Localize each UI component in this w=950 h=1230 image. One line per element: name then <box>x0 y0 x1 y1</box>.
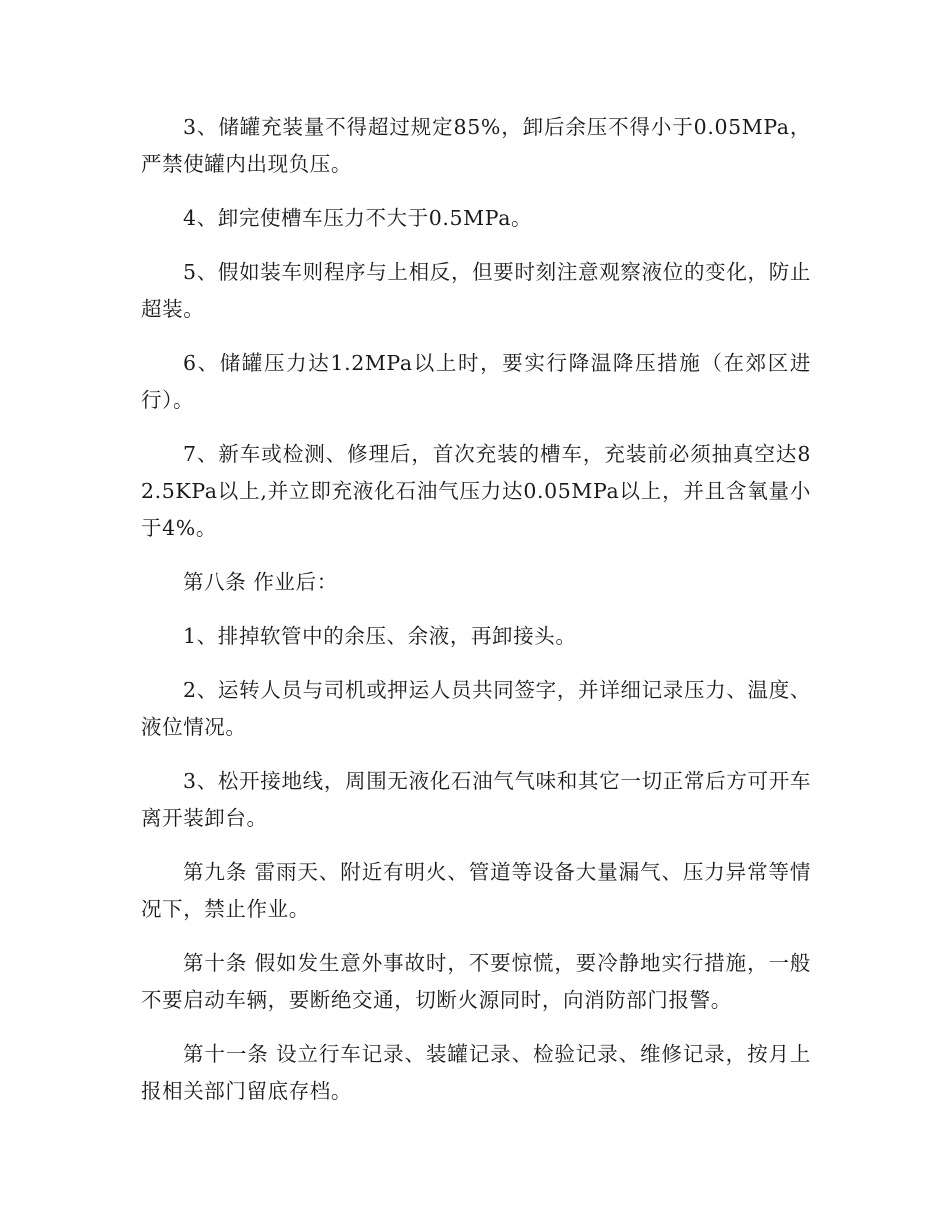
paragraph-item-3-fill-limit: 3、储罐充装量不得超过规定85%，卸后余压不得小于0.05MPa，严禁使罐内出现负压。 <box>141 115 811 176</box>
paragraph-item-5-loading: 5、假如装车则程序与上相反，但要时刻注意观察液位的变化，防止超装。 <box>141 260 811 321</box>
paragraph-item-3-grounding: 3、松开接地线，周围无液化石油气气味和其它一切正常后方可开车离开装卸台。 <box>141 769 811 830</box>
article-8-heading: 第八条 作业后： <box>183 570 338 594</box>
paragraph-item-7-new-vehicle: 7、新车或检测、修理后，首次充装的槽车，充装前必须抽真空达82.5KPa以上,并立即充液化石油气压力达0.05MPa以上，并且含氧量小于4%。 <box>141 442 811 540</box>
document-body <box>141 109 811 1127</box>
paragraph-item-6-tank-pressure: 6、储罐压力达1.2MPa以上时，要实行降温降压措施（在郊区进行）。 <box>141 351 811 412</box>
article-10-paragraph: 第十条 假如发生意外事故时，不要惊慌，要冷静地实行措施，一般不要启动车辆，要断绝交通，切断火源同时，向消防部门报警。 <box>141 951 811 1012</box>
article-9-paragraph: 第九条 雷雨天、附近有明火、管道等设备大量漏气、压力异常等情况下，禁止作业。 <box>141 860 811 921</box>
paragraph-item-2-signature: 2、运转人员与司机或押运人员共同签字，并详细记录压力、温度、液位情况。 <box>141 678 811 739</box>
paragraph-item-4-unload-pressure: 4、卸完使槽车压力不大于0.5MPa。 <box>183 206 533 230</box>
article-11-paragraph: 第十一条 设立行车记录、装罐记录、检验记录、维修记录，按月上报相关部门留底存档。 <box>141 1042 811 1103</box>
paragraph-item-1-hose: 1、排掉软管中的余压、余液，再卸接头。 <box>183 624 577 648</box>
